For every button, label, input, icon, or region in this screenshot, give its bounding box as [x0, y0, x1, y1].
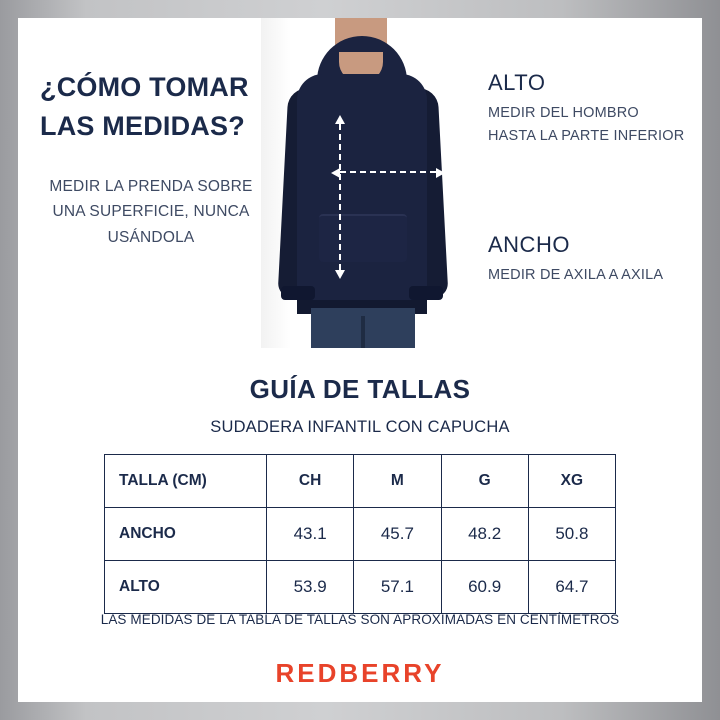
height-measure-arrow-icon [339, 124, 341, 270]
page-title-line2: LAS MEDIDAS? [40, 111, 245, 142]
hoodie-pocket [319, 214, 407, 262]
table-header-cell-2: M [354, 455, 441, 508]
table-row [105, 508, 616, 561]
width-measure-arrow-icon [340, 171, 436, 173]
guide-subtitle: SUDADERA INFANTIL CON CAPUCHA [210, 418, 510, 436]
instructions-left [36, 68, 266, 250]
table-header-row [105, 455, 616, 508]
hoodie-cuff-right [409, 286, 443, 300]
guide-title: GUÍA DE TALLAS [249, 374, 471, 404]
brand-logo: REDBERRY [275, 658, 445, 688]
cell-ancho-g: 48.2 [441, 508, 528, 561]
cell-alto-g: 60.9 [441, 561, 528, 614]
row-label-ancho: ANCHO [105, 508, 267, 561]
measurement-ancho-desc: MEDIR DE AXILA A AXILA [488, 266, 664, 283]
model-jeans [311, 308, 415, 348]
page-title [36, 68, 266, 146]
hoodie-body [297, 74, 427, 314]
size-guide-sheet [18, 18, 702, 702]
page-title-line1: ¿CÓMO TOMAR [40, 72, 249, 102]
measurement-alto [488, 70, 688, 148]
cell-alto-xg: 64.7 [528, 561, 615, 614]
table-row [105, 561, 616, 614]
size-table [104, 454, 616, 614]
cell-ancho-m: 45.7 [354, 508, 441, 561]
measurement-ancho [488, 232, 688, 287]
measurement-ancho-title: ANCHO [488, 231, 570, 257]
cell-ancho-xg: 50.8 [528, 508, 615, 561]
table-header-cell-0: TALLA (CM) [105, 455, 267, 508]
measurement-alto-desc: MEDIR DEL HOMBRO HASTA LA PARTE INFERIOR [488, 105, 685, 144]
hoodie-cuff-left [281, 286, 315, 300]
instructions-right [488, 70, 688, 287]
left-note: MEDIR LA PRENDA SOBRE UNA SUPERFICIE, NUNCA USÁNDOLA [49, 178, 253, 246]
cell-alto-m: 57.1 [354, 561, 441, 614]
row-label-alto: ALTO [105, 561, 267, 614]
table-header-cell-1: CH [267, 455, 354, 508]
table-header-cell-4: XG [528, 455, 615, 508]
measurement-alto-title: ALTO [488, 70, 546, 95]
table-footnote: LAS MEDIDAS DE LA TABLA DE TALLAS SON APROXIMADAS EN CENTÍMETROS [100, 612, 620, 627]
cell-ancho-ch: 43.1 [267, 508, 354, 561]
instructions-section [18, 18, 702, 348]
cell-alto-ch: 53.9 [267, 561, 354, 614]
table-header-cell-3: G [441, 455, 528, 508]
product-photo [261, 18, 461, 348]
